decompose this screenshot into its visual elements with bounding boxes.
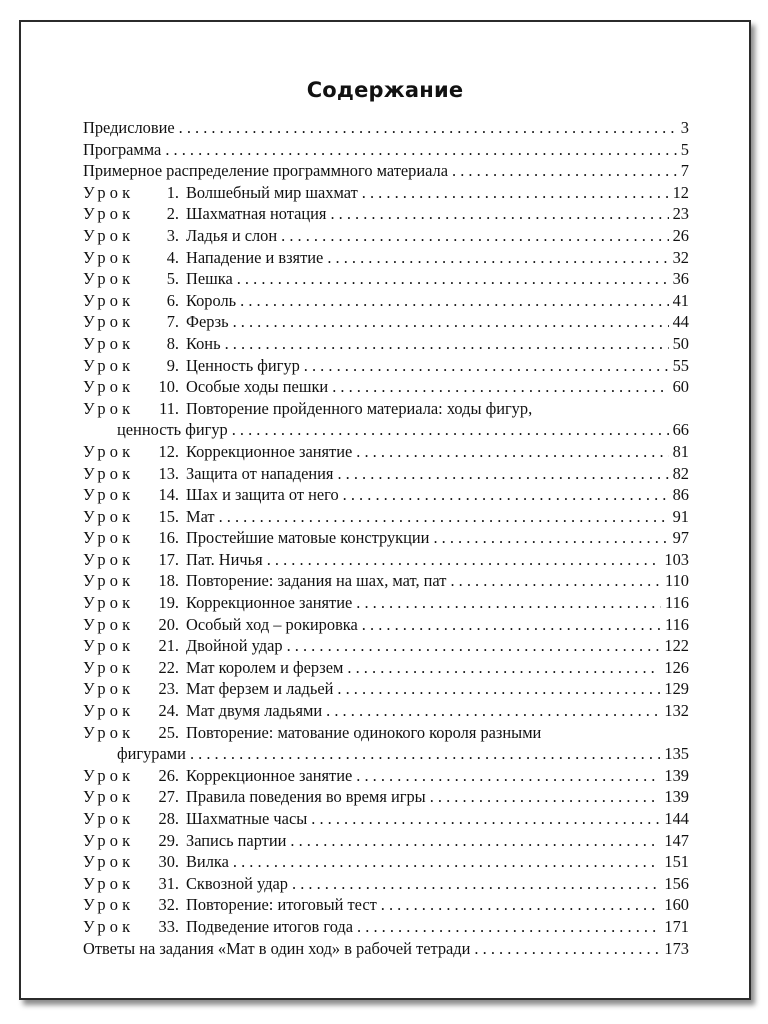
lesson-word: Урок bbox=[83, 765, 135, 785]
entry-title: Ответы на задания «Мат в один ход» в рабочей тетради bbox=[83, 938, 471, 958]
toc-entry bbox=[83, 203, 689, 225]
toc-entry bbox=[83, 657, 689, 679]
entry-title: Мат королем и ферзем bbox=[186, 657, 344, 677]
lesson-label bbox=[83, 225, 186, 247]
dot-leader bbox=[179, 117, 677, 139]
lesson-label bbox=[83, 311, 186, 333]
entry-title: Нападение и взятие bbox=[186, 247, 324, 267]
page-number: 12 bbox=[672, 182, 689, 202]
lesson-number: 6. bbox=[166, 290, 179, 310]
document-page bbox=[19, 20, 751, 1000]
entry-title: Простейшие матовые конструкции bbox=[186, 528, 430, 548]
toc-entry bbox=[83, 830, 689, 852]
lesson-word: Урок bbox=[83, 593, 135, 613]
page-number: 144 bbox=[664, 809, 689, 828]
lesson-number: 33. bbox=[158, 916, 179, 936]
toc-entry bbox=[83, 268, 689, 290]
entry-title: Ладья и слон bbox=[186, 225, 278, 245]
entry-title: Повторение пройденного материала: ходы фигур, bbox=[186, 398, 533, 418]
entry-title: Король bbox=[186, 290, 237, 310]
lesson-word: Урок bbox=[83, 269, 135, 289]
lesson-number: 28. bbox=[158, 809, 179, 828]
entry-title: Повторение: задания на шах, мат, пат bbox=[186, 571, 447, 591]
entry-title-continuation: ценность фигур bbox=[117, 420, 228, 440]
dot-leader bbox=[430, 786, 661, 808]
lesson-word: Урок bbox=[83, 290, 135, 310]
page-number: 91 bbox=[672, 506, 689, 526]
lesson-label bbox=[83, 398, 186, 420]
lesson-label bbox=[83, 376, 186, 398]
toc-entry bbox=[83, 938, 689, 960]
entry-title: Конь bbox=[186, 333, 221, 353]
page-number: 5 bbox=[680, 139, 689, 159]
lesson-number: 24. bbox=[158, 701, 179, 721]
lesson-label bbox=[83, 916, 186, 938]
lesson-number: 18. bbox=[158, 571, 179, 591]
toc-entry bbox=[83, 635, 689, 657]
lesson-word: Урок bbox=[83, 398, 135, 418]
dot-leader bbox=[357, 916, 660, 938]
dot-leader bbox=[433, 527, 668, 549]
dot-leader bbox=[292, 873, 660, 895]
page-number: 151 bbox=[664, 852, 689, 872]
page-number: 82 bbox=[672, 463, 689, 483]
dot-leader bbox=[281, 225, 668, 247]
toc-entry bbox=[83, 247, 689, 269]
lesson-label bbox=[83, 182, 186, 204]
entry-title: Пешка bbox=[186, 269, 233, 289]
toc-entry bbox=[83, 506, 689, 528]
dot-leader bbox=[233, 851, 661, 873]
entry-title: Мат bbox=[186, 506, 215, 526]
toc-entry bbox=[83, 527, 689, 549]
dot-leader bbox=[330, 203, 668, 225]
lesson-word: Урок bbox=[83, 636, 135, 656]
lesson-number: 16. bbox=[158, 528, 179, 548]
lesson-label bbox=[83, 700, 186, 722]
toc-entry bbox=[83, 700, 689, 722]
page-number: 103 bbox=[664, 549, 689, 569]
toc-entry bbox=[83, 463, 689, 485]
page-number: 160 bbox=[664, 895, 689, 915]
page-number: 97 bbox=[672, 528, 689, 548]
toc-entry bbox=[83, 851, 689, 873]
dot-leader bbox=[452, 160, 677, 182]
dot-leader bbox=[165, 139, 676, 161]
lesson-number: 2. bbox=[166, 204, 179, 224]
lesson-number: 12. bbox=[158, 441, 179, 461]
lesson-word: Урок bbox=[83, 355, 135, 375]
lesson-number: 21. bbox=[158, 636, 179, 656]
entry-title: Повторение: матование одинокого короля разными bbox=[186, 722, 542, 742]
page-number: 23 bbox=[672, 204, 689, 224]
lesson-number: 1. bbox=[166, 182, 179, 202]
dot-leader bbox=[326, 700, 660, 722]
lesson-label bbox=[83, 830, 186, 852]
toc-entry bbox=[83, 722, 689, 744]
lesson-label bbox=[83, 808, 186, 830]
entry-title: Запись партии bbox=[186, 830, 287, 850]
lesson-label bbox=[83, 786, 186, 808]
dot-leader bbox=[337, 678, 660, 700]
dot-leader bbox=[474, 938, 660, 960]
entry-title: Пат. Ничья bbox=[186, 549, 263, 569]
toc-entry bbox=[83, 398, 689, 420]
lesson-word: Урок bbox=[83, 528, 135, 548]
entry-title: Шахматная нотация bbox=[186, 204, 327, 224]
dot-leader bbox=[237, 268, 669, 290]
toc-entry bbox=[83, 808, 689, 830]
toc-entry bbox=[83, 549, 689, 571]
dot-leader bbox=[362, 614, 661, 636]
toc-entry bbox=[83, 160, 689, 182]
lesson-label bbox=[83, 463, 186, 485]
lesson-label bbox=[83, 873, 186, 895]
lesson-label bbox=[83, 355, 186, 377]
lesson-word: Урок bbox=[83, 506, 135, 526]
lesson-word: Урок bbox=[83, 312, 135, 332]
lesson-label bbox=[83, 722, 186, 744]
page-number: 44 bbox=[672, 312, 689, 332]
lesson-number: 23. bbox=[158, 679, 179, 699]
page-number: 116 bbox=[665, 614, 689, 634]
lesson-word: Урок bbox=[83, 333, 135, 353]
entry-title: Волшебный мир шахмат bbox=[186, 182, 358, 202]
lesson-number: 5. bbox=[166, 269, 179, 289]
lesson-label bbox=[83, 527, 186, 549]
lesson-word: Урок bbox=[83, 809, 135, 828]
toc-entry bbox=[83, 355, 689, 377]
lesson-label bbox=[83, 851, 186, 873]
lesson-number: 10. bbox=[158, 377, 179, 397]
toc-entry bbox=[83, 225, 689, 247]
dot-leader bbox=[356, 592, 661, 614]
entry-title: Шахматные часы bbox=[186, 809, 308, 828]
dot-leader bbox=[233, 311, 669, 333]
entry-title: Коррекционное занятие bbox=[186, 765, 353, 785]
toc-entry-continuation bbox=[83, 419, 689, 441]
page-number: 32 bbox=[672, 247, 689, 267]
toc-entry bbox=[83, 894, 689, 916]
lesson-word: Урок bbox=[83, 873, 135, 893]
page-number: 147 bbox=[664, 830, 689, 850]
toc-entry bbox=[83, 441, 689, 463]
lesson-number: 17. bbox=[158, 549, 179, 569]
lesson-label bbox=[83, 333, 186, 355]
dot-leader bbox=[267, 549, 661, 571]
entry-title: Мат двумя ладьями bbox=[186, 701, 323, 721]
toc-entry bbox=[83, 290, 689, 312]
lesson-number: 20. bbox=[158, 614, 179, 634]
lesson-word: Урок bbox=[83, 830, 135, 850]
lesson-label bbox=[83, 765, 186, 787]
lesson-word: Урок bbox=[83, 549, 135, 569]
page-number: 55 bbox=[672, 355, 689, 375]
page-number: 81 bbox=[672, 441, 689, 461]
lesson-number: 11. bbox=[159, 398, 179, 418]
page-number: 86 bbox=[672, 485, 689, 505]
page-number: 139 bbox=[664, 765, 689, 785]
lesson-word: Урок bbox=[83, 377, 135, 397]
lesson-label bbox=[83, 484, 186, 506]
page-number: 126 bbox=[664, 657, 689, 677]
page-number: 60 bbox=[672, 377, 689, 397]
toc-entry bbox=[83, 765, 689, 787]
lesson-label bbox=[83, 203, 186, 225]
page-number: 129 bbox=[664, 679, 689, 699]
entry-title: Программа bbox=[83, 139, 162, 159]
entry-title: Коррекционное занятие bbox=[186, 441, 353, 461]
dot-leader bbox=[347, 657, 660, 679]
entry-title: Защита от нападения bbox=[186, 463, 334, 483]
dot-leader bbox=[362, 182, 669, 204]
lesson-number: 19. bbox=[158, 593, 179, 613]
lesson-word: Урок bbox=[83, 657, 135, 677]
dot-leader bbox=[311, 808, 660, 830]
dot-leader bbox=[240, 290, 668, 312]
lesson-label bbox=[83, 614, 186, 636]
toc-entry bbox=[83, 592, 689, 614]
dot-leader bbox=[219, 506, 669, 528]
lesson-word: Урок bbox=[83, 787, 135, 807]
lesson-label bbox=[83, 592, 186, 614]
dot-leader bbox=[225, 333, 669, 355]
dot-leader bbox=[381, 894, 661, 916]
page-number: 156 bbox=[664, 873, 689, 893]
dot-leader bbox=[343, 484, 669, 506]
entry-title-continuation: фигурами bbox=[117, 744, 186, 764]
lesson-label bbox=[83, 441, 186, 463]
toc-entry bbox=[83, 786, 689, 808]
dot-leader bbox=[327, 247, 668, 269]
toc-entry bbox=[83, 182, 689, 204]
lesson-number: 22. bbox=[158, 657, 179, 677]
toc-entry bbox=[83, 614, 689, 636]
toc-entry bbox=[83, 916, 689, 938]
lesson-word: Урок bbox=[83, 204, 135, 224]
dot-leader bbox=[337, 463, 668, 485]
page-number: 50 bbox=[672, 333, 689, 353]
toc-entry bbox=[83, 570, 689, 592]
entry-title: Коррекционное занятие bbox=[186, 593, 353, 613]
entry-title: Особые ходы пешки bbox=[186, 377, 329, 397]
page-number: 171 bbox=[664, 916, 689, 936]
lesson-label bbox=[83, 657, 186, 679]
dot-leader bbox=[332, 376, 668, 398]
dot-leader bbox=[356, 441, 668, 463]
entry-title: Ценность фигур bbox=[186, 355, 300, 375]
table-of-contents bbox=[83, 117, 689, 959]
toc-entry bbox=[83, 311, 689, 333]
entry-title: Сквозной удар bbox=[186, 873, 289, 893]
lesson-word: Урок bbox=[83, 852, 135, 872]
lesson-number: 27. bbox=[158, 787, 179, 807]
entry-title: Мат ферзем и ладьей bbox=[186, 679, 334, 699]
lesson-word: Урок bbox=[83, 571, 135, 591]
entry-title: Повторение: итоговый тест bbox=[186, 895, 377, 915]
lesson-word: Урок bbox=[83, 182, 135, 202]
lesson-word: Урок bbox=[83, 225, 135, 245]
dot-leader bbox=[304, 355, 669, 377]
entry-title: Особый ход – рокировка bbox=[186, 614, 358, 634]
lesson-word: Урок bbox=[83, 701, 135, 721]
entry-title: Подведение итогов года bbox=[186, 916, 354, 936]
entry-title: Двойной удар bbox=[186, 636, 283, 656]
entry-title: Ферзь bbox=[186, 312, 229, 332]
lesson-word: Урок bbox=[83, 679, 135, 699]
dot-leader bbox=[356, 765, 660, 787]
lesson-label bbox=[83, 506, 186, 528]
entry-title: Шах и защита от него bbox=[186, 485, 339, 505]
page-number: 3 bbox=[680, 118, 689, 137]
lesson-word: Урок bbox=[83, 463, 135, 483]
page-number: 173 bbox=[664, 938, 689, 958]
lesson-word: Урок bbox=[83, 895, 135, 915]
lesson-number: 25. bbox=[158, 722, 179, 742]
lesson-number: 29. bbox=[158, 830, 179, 850]
lesson-number: 14. bbox=[158, 485, 179, 505]
lesson-number: 31. bbox=[158, 873, 179, 893]
dot-leader bbox=[190, 743, 660, 765]
lesson-word: Урок bbox=[83, 916, 135, 936]
page-number: 139 bbox=[664, 787, 689, 807]
dot-leader bbox=[290, 830, 660, 852]
toc-entry bbox=[83, 873, 689, 895]
lesson-label bbox=[83, 247, 186, 269]
toc-entry bbox=[83, 484, 689, 506]
page-number: 122 bbox=[664, 636, 689, 656]
lesson-number: 8. bbox=[166, 333, 179, 353]
lesson-number: 30. bbox=[158, 852, 179, 872]
toc-entry bbox=[83, 376, 689, 398]
lesson-label bbox=[83, 290, 186, 312]
lesson-word: Урок bbox=[83, 614, 135, 634]
lesson-number: 4. bbox=[166, 247, 179, 267]
page-number: 116 bbox=[665, 593, 689, 613]
lesson-number: 32. bbox=[158, 895, 179, 915]
toc-entry bbox=[83, 678, 689, 700]
lesson-number: 7. bbox=[166, 312, 179, 332]
lesson-number: 9. bbox=[166, 355, 179, 375]
lesson-label bbox=[83, 268, 186, 290]
page-number: 110 bbox=[665, 571, 689, 591]
lesson-label bbox=[83, 570, 186, 592]
page-number: 26 bbox=[672, 225, 689, 245]
page-number: 132 bbox=[664, 701, 689, 721]
page-number: 135 bbox=[664, 744, 689, 764]
entry-title: Вилка bbox=[186, 852, 229, 872]
dot-leader bbox=[232, 419, 669, 441]
page-number: 41 bbox=[672, 290, 689, 310]
page-number: 7 bbox=[680, 161, 689, 181]
lesson-label bbox=[83, 635, 186, 657]
lesson-number: 15. bbox=[158, 506, 179, 526]
dot-leader bbox=[287, 635, 661, 657]
lesson-word: Урок bbox=[83, 247, 135, 267]
page-number: 66 bbox=[672, 420, 689, 440]
toc-entry bbox=[83, 333, 689, 355]
toc-entry bbox=[83, 139, 689, 161]
toc-entry bbox=[83, 117, 689, 139]
entry-title: Примерное распределение программного материала bbox=[83, 161, 449, 181]
lesson-label bbox=[83, 549, 186, 571]
lesson-word: Урок bbox=[83, 441, 135, 461]
entry-title: Правила поведения во время игры bbox=[186, 787, 426, 807]
lesson-number: 3. bbox=[166, 225, 179, 245]
lesson-word: Урок bbox=[83, 485, 135, 505]
page-number: 36 bbox=[672, 269, 689, 289]
lesson-word: Урок bbox=[83, 722, 135, 742]
lesson-number: 13. bbox=[158, 463, 179, 483]
toc-entry-continuation bbox=[83, 743, 689, 765]
entry-title: Предисловие bbox=[83, 118, 175, 137]
dot-leader bbox=[450, 570, 661, 592]
lesson-label bbox=[83, 894, 186, 916]
lesson-label bbox=[83, 678, 186, 700]
page-title: Содержание bbox=[306, 78, 464, 102]
lesson-number: 26. bbox=[158, 765, 179, 785]
